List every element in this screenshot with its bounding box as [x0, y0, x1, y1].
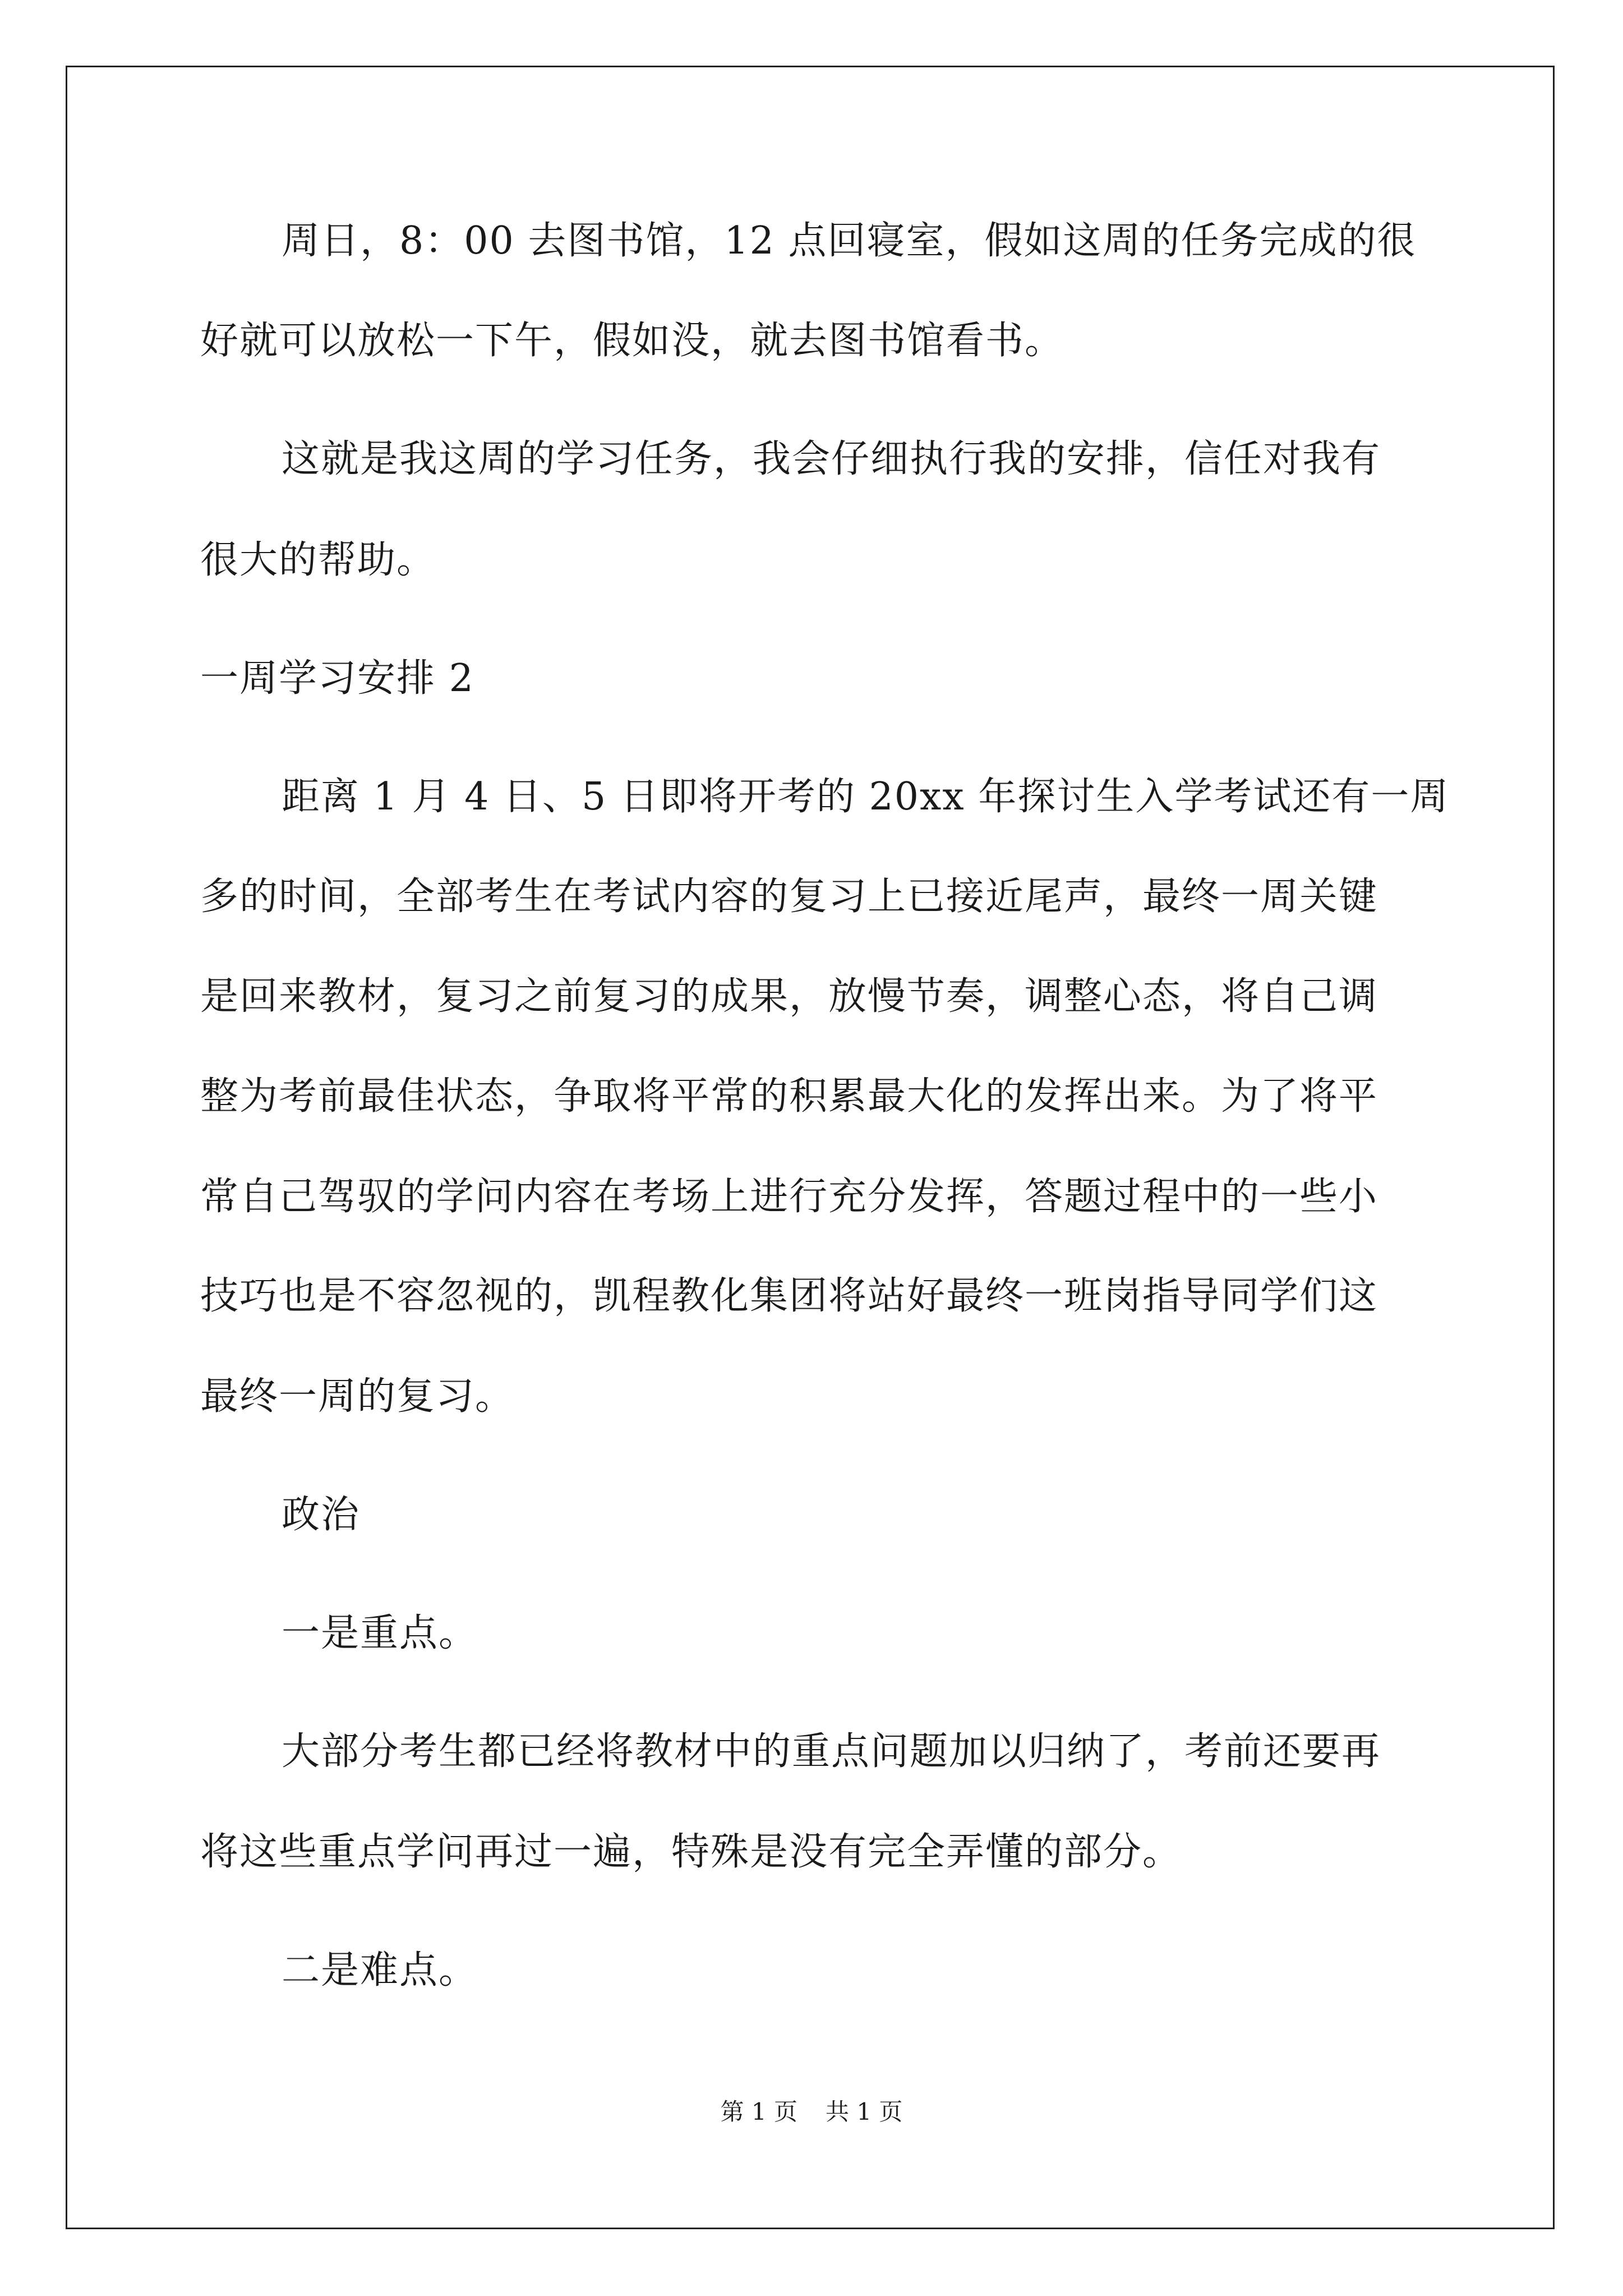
paragraph-line: 将这些重点学问再过一遍，特殊是没有完全弄懂的部分。 [200, 1830, 1182, 1874]
paragraph-line: 二是难点。 [282, 1948, 478, 1993]
paragraph-line: 好就可以放松一下午，假如没，就去图书馆看书。 [200, 319, 1064, 363]
page-footer [0, 2098, 1623, 2126]
paragraph-line: 周日，8：00 去图书馆，12 点回寝室，假如这周的任务完成的很 [282, 219, 1417, 263]
paragraph-line: 一是重点。 [282, 1611, 478, 1655]
paragraph-line: 距离 1 月 4 日、5 日即将开考的 20xx 年探讨生入学考试还有一周 [282, 775, 1450, 819]
paragraph-line: 常自己驾驭的学问内容在考场上进行充分发挥，答题过程中的一些小 [200, 1175, 1378, 1219]
page-border [66, 66, 1555, 2229]
paragraph-line: 最终一周的复习。 [200, 1374, 515, 1419]
page-total: 共 1 页 [826, 2098, 903, 2125]
section-heading: 一周学习安排 2 [200, 656, 474, 701]
paragraph-line: 大部分考生都已经将教材中的重点问题加以归纳了，考前还要再 [282, 1729, 1381, 1774]
page-number: 第 1 页 [720, 2098, 797, 2125]
subsection-heading: 政治 [282, 1493, 361, 1537]
paragraph-line: 整为考前最佳状态，争取将平常的积累最大化的发挥出来。为了将平 [200, 1074, 1378, 1119]
paragraph-line: 很大的帮助。 [200, 538, 436, 582]
paragraph-line: 多的时间，全部考生在考试内容的复习上已接近尾声，最终一周关键 [200, 875, 1378, 919]
paragraph-line: 这就是我这周的学习任务，我会仔细执行我的安排，信任对我有 [282, 437, 1381, 481]
paragraph-line: 是回来教材，复习之前复习的成果，放慢节奏，调整心态，将自己调 [200, 974, 1378, 1019]
paragraph-line: 技巧也是不容忽视的，凯程教化集团将站好最终一班岗指导同学们这 [200, 1274, 1378, 1318]
